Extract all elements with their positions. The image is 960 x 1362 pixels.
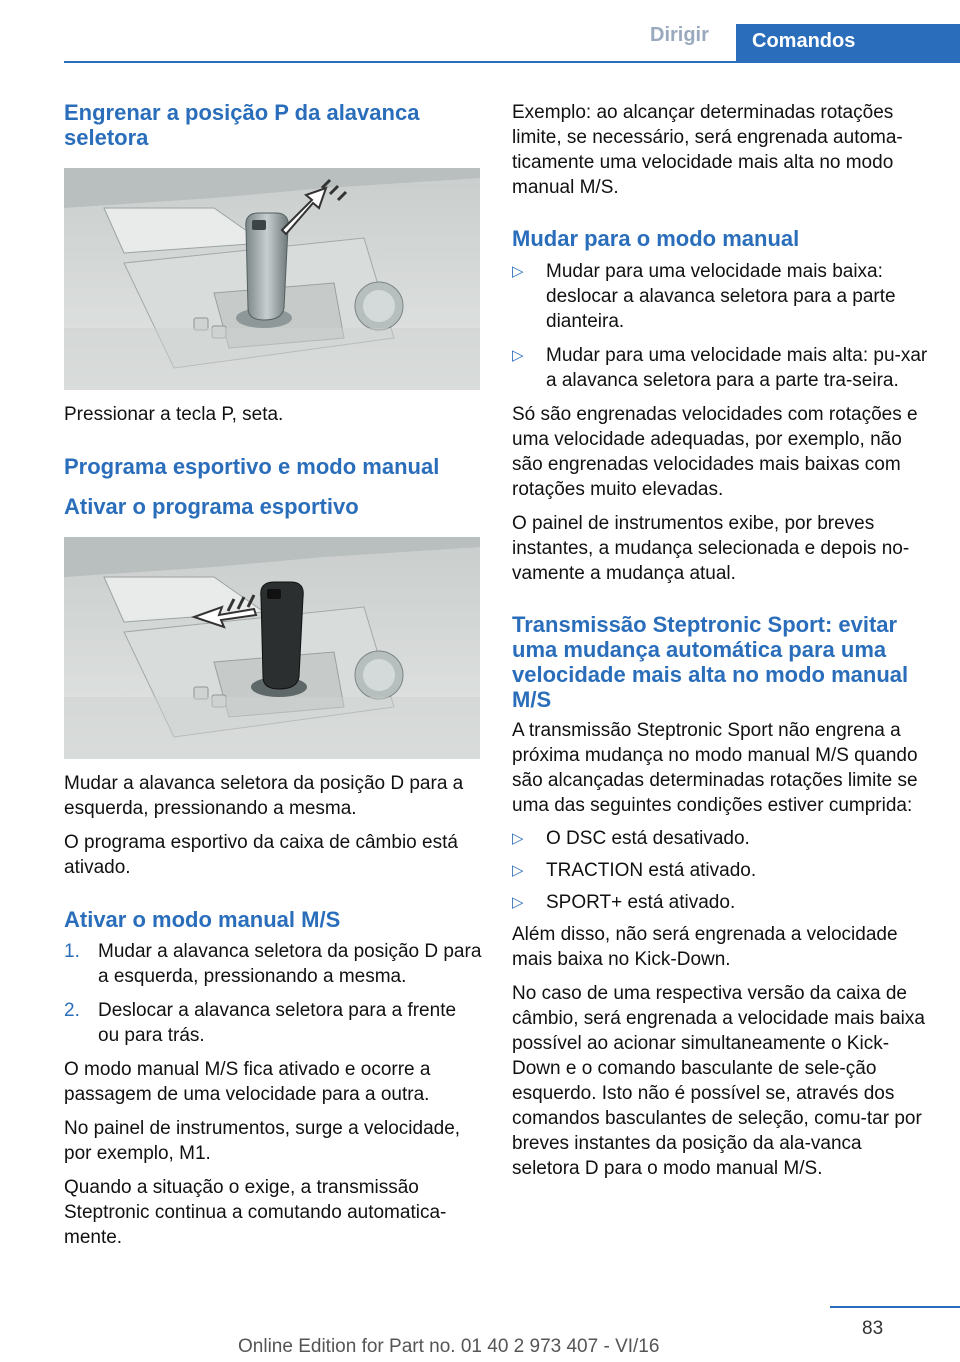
paragraph-steptronic-auto: Quando a situação o exige, a transmissão Steptronic continua a comutando automatica‐mente. (64, 1177, 447, 1248)
list-item-text: Mudar para uma velocidade mais alta: pu‐xar a alavanca seletora para a parte tra‐seira. (546, 345, 928, 391)
left-column (64, 100, 482, 1250)
paragraph-instrument-m1: No painel de instrumentos, surge a velocidade, por exemplo, M1. (64, 1118, 461, 1164)
change-gear-list (512, 259, 932, 393)
paragraph-sport-activated: O programa esportivo da caixa de câmbio está ativado. (64, 832, 458, 878)
heading-sport-program-manual-mode: Programa esportivo e modo manual (64, 454, 440, 479)
paragraph-example-limit: Exemplo: ao alcançar determinadas rotações limite, se necessário, será engrenada automa‐ticamente uma velocidade mais alta no modo manual M/S. (512, 102, 903, 198)
gear-selector-sport-image (64, 537, 480, 759)
edition-footer: Online Edition for Part no. 01 40 2 973 407 - VI/16 (238, 1336, 660, 1357)
heading-activate-manual-mode: Ativar o modo manual M/S (64, 907, 341, 932)
page-number: 83 (862, 1318, 884, 1339)
paragraph-only-suitable-gears: Só são engrenadas velocidades com rotações e uma velocidade adequadas, por exemplo, não são engrenadas velocidades mais baixas com rotações muito elevadas. (512, 404, 918, 500)
list-item-text: SPORT+ está ativado. (546, 892, 736, 913)
caption-press-p: Pressionar a tecla P, seta. (64, 404, 284, 425)
page-header (0, 0, 960, 62)
list-item-text: Mudar para uma velocidade mais baixa: deslocar a alavanca seletora para a parte dianteira. (546, 261, 896, 332)
list-item (64, 939, 482, 989)
heading-activate-sport-program: Ativar o programa esportivo (64, 494, 359, 519)
triangle-bullet-icon: ▷ (512, 894, 524, 911)
triangle-bullet-icon: ▷ (512, 263, 524, 280)
list-item (64, 998, 482, 1048)
caption-move-selector-left: Mudar a alavanca seletora da posição D para a esquerda, pressionando a mesma. (64, 773, 464, 819)
list-item (512, 259, 932, 334)
list-item-text: TRACTION está ativado. (546, 860, 757, 881)
heading-change-manual-mode: Mudar para o modo manual (512, 226, 800, 251)
paragraph-manual-active: O modo manual M/S fica ativado e ocorre a passagem de uma velocidade para a outra. (64, 1059, 431, 1105)
conditions-list (512, 826, 932, 915)
triangle-bullet-icon: ▷ (512, 830, 524, 847)
section-tab-comandos[interactable]: Comandos (736, 24, 960, 62)
step-number: 1. (64, 941, 80, 962)
step-number: 2. (64, 1000, 80, 1021)
list-item (512, 858, 932, 883)
manual-mode-steps (64, 939, 482, 1048)
step-text: Mudar a alavanca seletora da posição D para a esquerda, pressionando a mesma. (98, 941, 482, 987)
section-tab-dirigir[interactable]: Dirigir (650, 24, 709, 46)
triangle-bullet-icon: ▷ (512, 347, 524, 364)
paragraph-instrument-display: O painel de instrumentos exibe, por breves instantes, a mudança selecionada e depois no‐vamente a mudança atual. (512, 513, 910, 584)
header-rule (64, 61, 960, 63)
paragraph-kickdown: Além disso, não será engrenada a velocidade mais baixa no Kick-Down. (512, 924, 898, 970)
paragraph-steptronic-sport-conditions: A transmissão Steptronic Sport não engrena a próxima mudança no modo manual M/S quando são alcançadas determinadas rotações limite se uma das seguintes condições estiver cumprida: (512, 720, 918, 816)
list-item (512, 343, 932, 393)
step-text: Deslocar a alavanca seletora para a frente ou para trás. (98, 1000, 457, 1046)
footer-rule (830, 1306, 960, 1308)
gear-selector-park-image (64, 168, 480, 390)
heading-steptronic-sport: Transmissão Steptronic Sport: evitar uma mudança automática para uma velocidade mais alta no modo manual M/S (512, 612, 909, 712)
triangle-bullet-icon: ▷ (512, 862, 524, 879)
list-item (512, 890, 932, 915)
list-item (512, 826, 932, 851)
list-item-text: O DSC está desativado. (546, 828, 750, 849)
paragraph-lowest-gear: No caso de uma respectiva versão da caixa de câmbio, será engrenada a velocidade mais baixa possível ao acionar simultaneamente o Kick-Down e o comando basculante de sele‐ção esquerdo. Isto não é possível se, através dos comandos basculantes de seleção, comu‐tar por breves instantes da posição da ala‐vanca seletora D para o modo manual M/S. (512, 983, 925, 1179)
right-column (512, 100, 932, 1181)
heading-engage-park: Engrenar a posição P da alavanca seletora (64, 100, 420, 150)
